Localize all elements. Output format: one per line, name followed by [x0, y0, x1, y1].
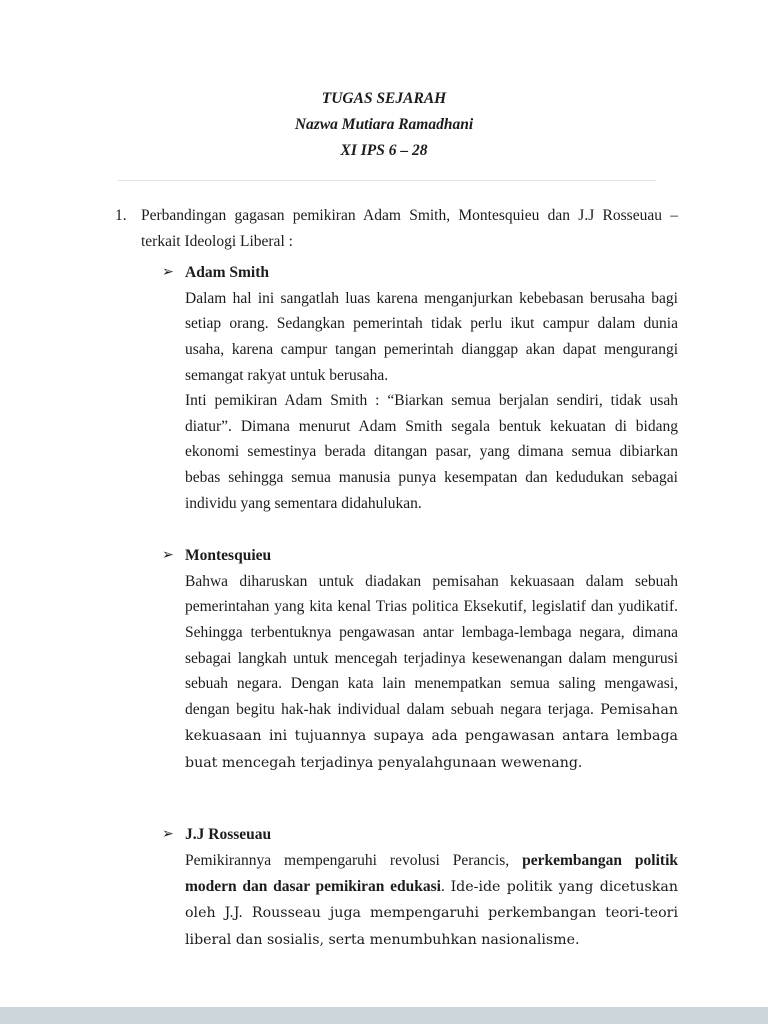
doc-author: Nazwa Mutiara Ramadhani — [294, 116, 474, 133]
paragraph — [185, 848, 678, 953]
doc-class: XI IPS 6 – 28 — [340, 142, 428, 159]
section-heading: Adam Smith — [185, 264, 269, 282]
document-body — [115, 203, 678, 953]
paragraph — [185, 569, 678, 777]
section-heading: J.J Rosseuau — [185, 826, 272, 844]
list-number: 1. — [115, 207, 127, 224]
arrow-bullet-icon: ➢ — [162, 548, 174, 564]
text-segment: Dalam hal ini sangatlah luas karena menganjurkan kebebasan berusaha bagi setiap orang. Sedangkan pemerintah tidak perlu ikut campur dalam dunia usaha, karena campur tangan pemerintah dianggap akan dapat mengurangi semangat rakyat untuk berusaha. — [185, 289, 678, 384]
section-heading-row — [162, 543, 678, 569]
section-montesquieu — [162, 543, 678, 776]
paragraph — [185, 286, 678, 388]
doc-title: TUGAS SEJARAH — [321, 90, 447, 107]
header-divider — [118, 180, 656, 181]
viewer-footer-strip — [0, 1007, 768, 1024]
text-segment: Bahwa diharuskan untuk diadakan pemisahan kekuasaan dalam sebuah pemerintahan yang kita kenal Trias politica Eksekutif, legislatif dan yudikatif. Sehingga terbentuknya pengawasan antar lembaga-lembaga negara, dimana sebagai langkah untuk mencegah terjadinya kesewenangan dalam mengurusi sebuah negara. Dengan kata lain menempatkan semua saling mengawasi, dengan begitu hak-hak individual dalam sebuah negara terjaga. — [185, 572, 678, 718]
text-segment: Ide-ide politik yang dicetuskan oleh J.J. Rousseau juga mempengaruhi perkembangan teori-teori liberal dan sosialis, serta menumbuhkan nasionalisme. — [185, 878, 678, 948]
question-item — [115, 203, 678, 254]
arrow-bullet-icon: ➢ — [162, 827, 174, 843]
section-jj-rosseuau — [162, 822, 678, 953]
section-adam-smith — [162, 260, 678, 516]
text-segment: perkembangan politik modern dan dasar pemikiran edukasi — [185, 852, 678, 895]
document-header — [0, 86, 768, 164]
section-heading: Montesquieu — [185, 547, 272, 565]
text-segment: Pemisahan kekuasaan ini tujuannya supaya ada pengawasan antara lembaga buat mencegah terjadinya penyalahgunaan wewenang. — [185, 701, 678, 771]
question-text: Perbandingan gagasan pemikiran Adam Smith, Montesquieu dan J.J Rosseuau – terkait Ideologi Liberal : — [141, 207, 678, 250]
text-segment: . — [440, 877, 451, 895]
arrow-bullet-icon: ➢ — [162, 265, 174, 281]
section-heading-row — [162, 260, 678, 286]
text-segment: Inti pemikiran Adam Smith : “Biarkan semua berjalan sendiri, tidak usah diatur”. Dimana menurut Adam Smith segala bentuk kekuatan di bidang ekonomi semestinya berada ditangan pasar, yang dimana semua dibiarkan bebas sehingga semua manusia punya kesempatan dan kedudukan sebagai individu yang sementara didahulukan. — [185, 392, 678, 512]
paragraph — [185, 388, 678, 516]
section-heading-row — [162, 822, 678, 848]
text-segment: Pemikirannya mempengaruhi revolusi Perancis, — [185, 852, 523, 870]
